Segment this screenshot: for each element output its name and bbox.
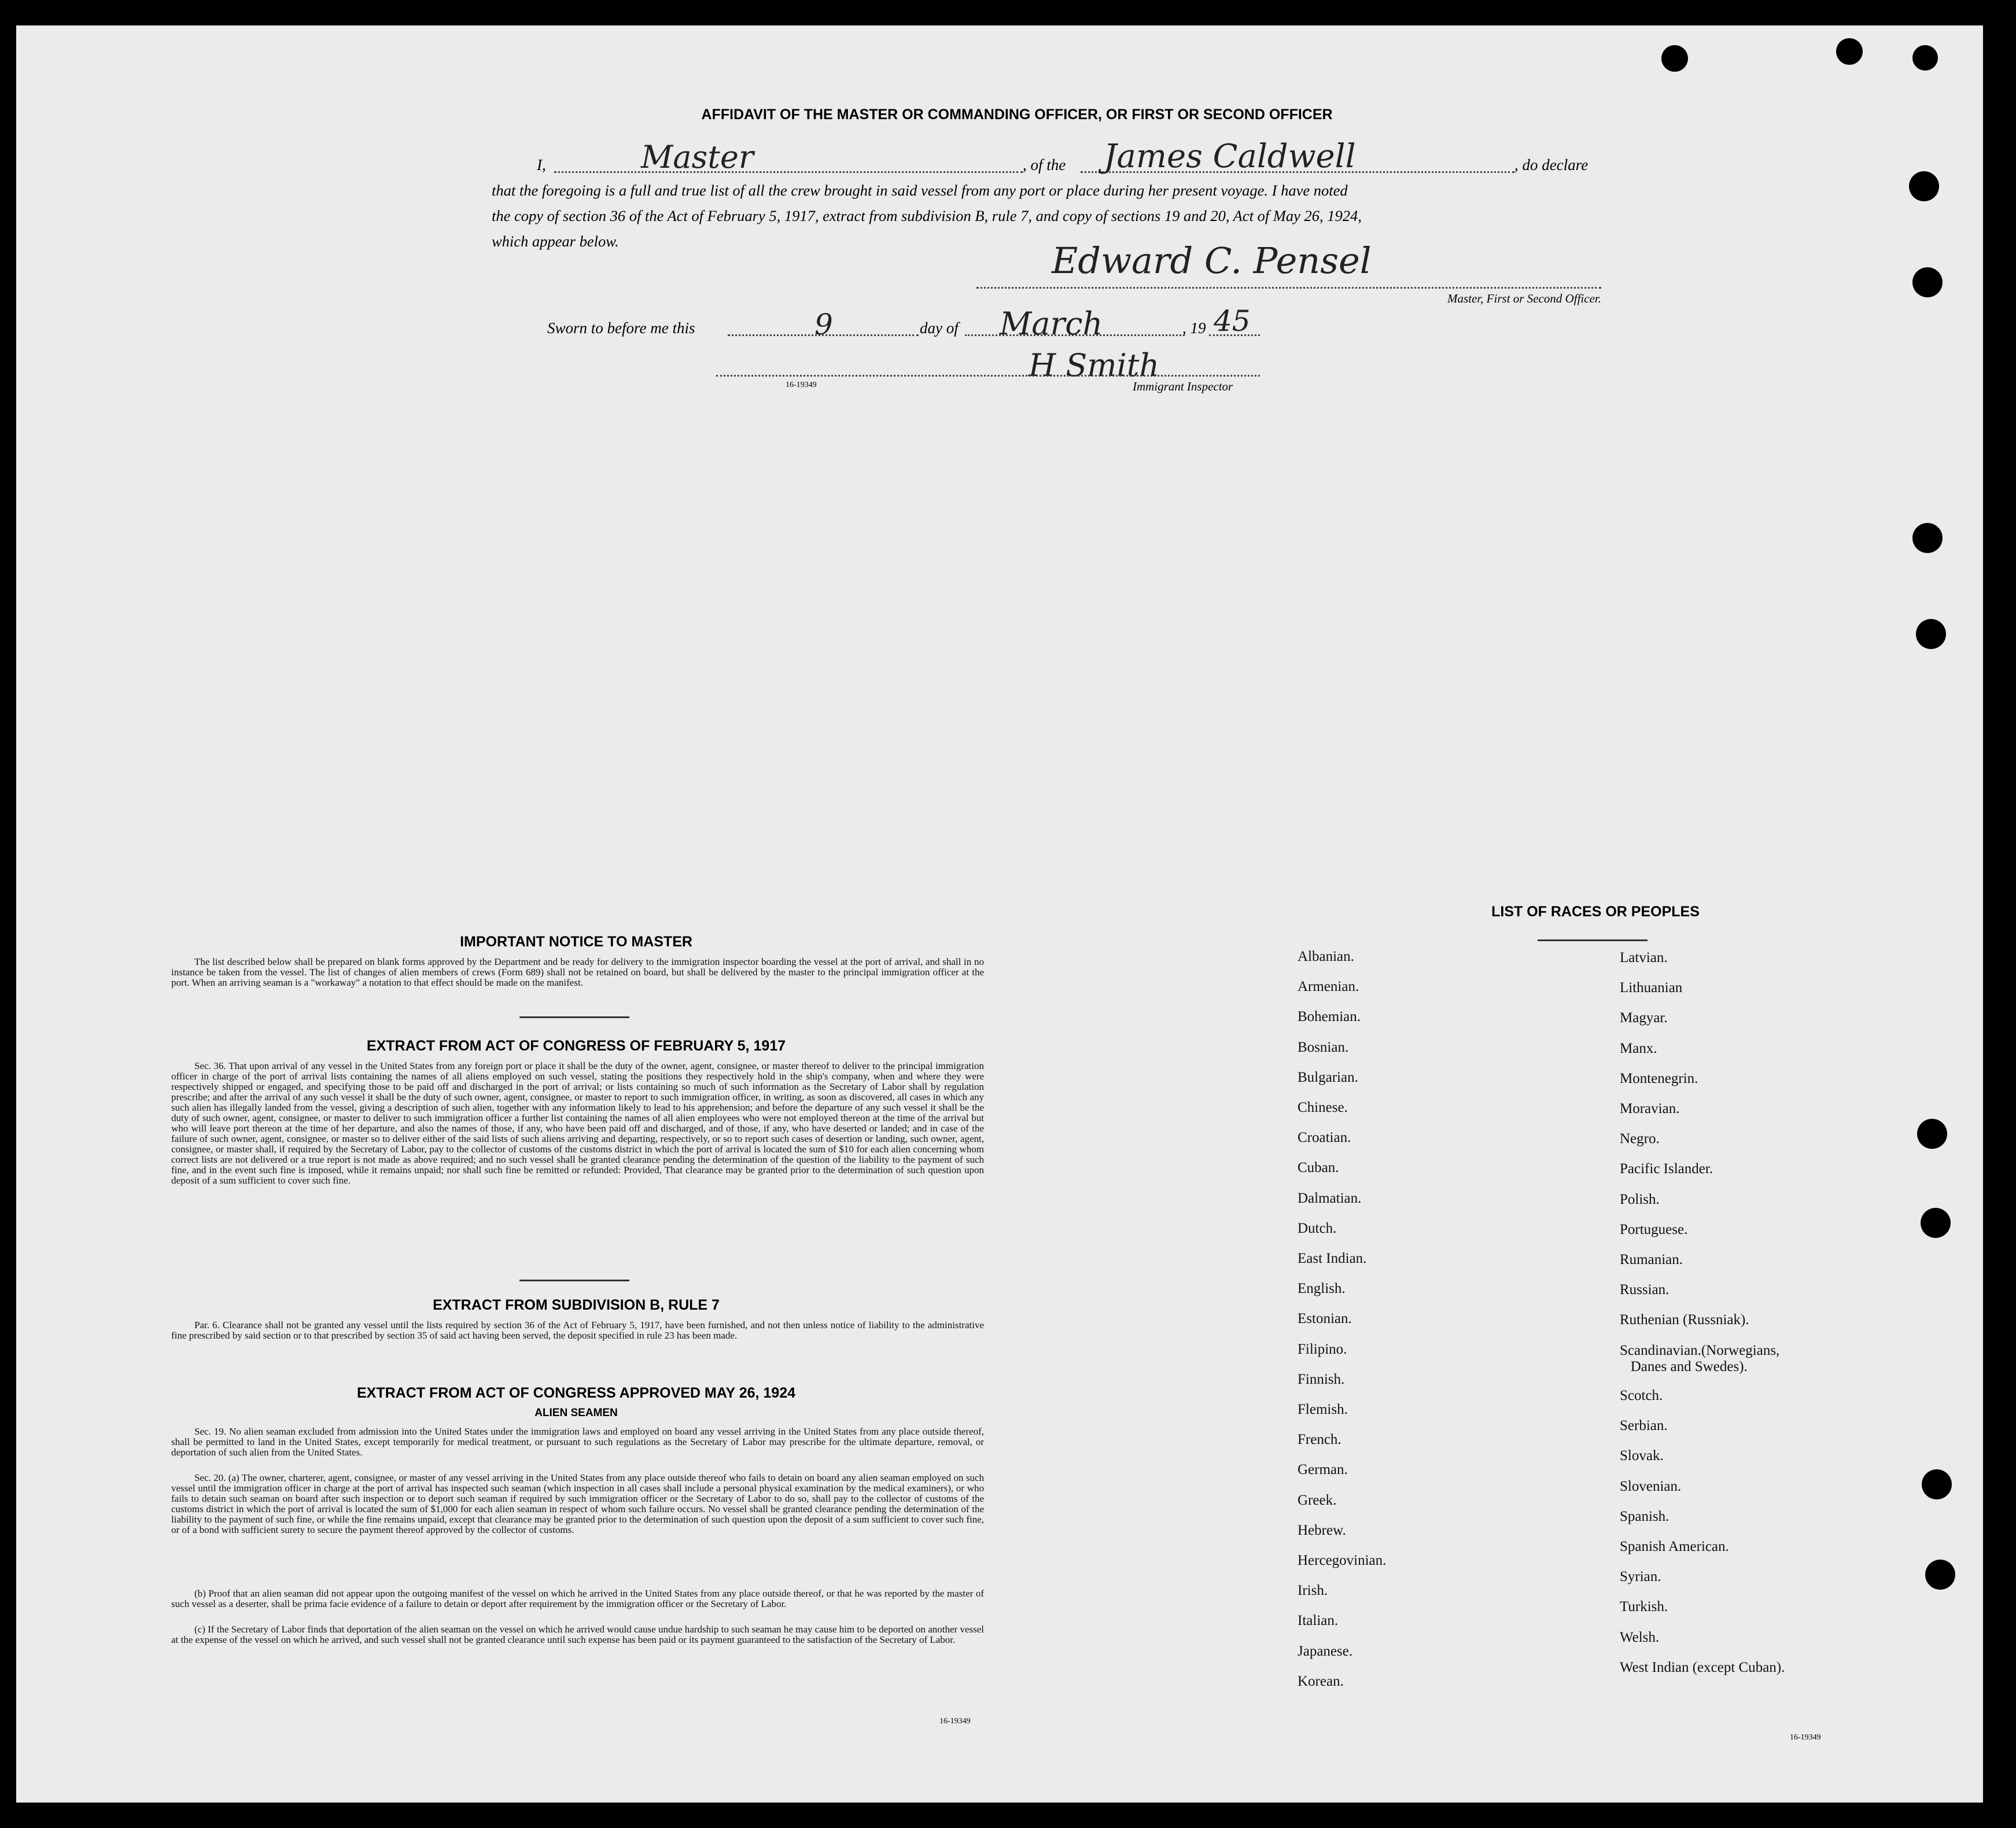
race-item: French. — [1298, 1432, 1341, 1448]
race-item: Manx. — [1620, 1040, 1657, 1056]
race-item: Latvian. — [1620, 950, 1668, 965]
race-item: German. — [1298, 1462, 1348, 1478]
form-sheet — [16, 25, 1983, 1803]
race-item: Serbian. — [1620, 1418, 1668, 1434]
races-title: LIST OF RACES OR PEOPLES — [1491, 904, 1700, 920]
statement-line-1: that the foregoing is a full and true list of all the crew brought in said vessel from any port or place during her present voyage. I have noted — [492, 182, 1348, 199]
race-item: Greek. — [1298, 1492, 1337, 1508]
binder-hole — [1912, 267, 1943, 297]
race-item: Polish. — [1620, 1191, 1660, 1207]
race-item: Turkish. — [1620, 1599, 1668, 1615]
race-item: Korean. — [1298, 1673, 1344, 1689]
binder-hole — [1912, 45, 1938, 71]
officer-rank-line — [554, 171, 1023, 173]
race-item: Russian. — [1620, 1282, 1669, 1298]
race-item: Negro. — [1620, 1131, 1660, 1147]
sworn-year: 45 — [1214, 304, 1251, 338]
binder-hole — [1836, 38, 1863, 65]
binder-hole — [1917, 1119, 1947, 1149]
race-item: Moravian. — [1620, 1101, 1680, 1116]
race-item: Dalmatian. — [1298, 1190, 1362, 1206]
race-item: Scotch. — [1620, 1387, 1663, 1403]
binder-hole — [1661, 45, 1688, 72]
statement-line-3: which appear below. — [492, 233, 619, 250]
signature-line — [976, 287, 1601, 289]
race-item: Bohemian. — [1298, 1009, 1361, 1025]
sec-20c-text: (c) If the Secretary of Labor finds that deportation of the alien seaman on the vessel on which he arrived would cause undue hardship to such seaman he may cause him to be deported on another vessel at the expense of the vessel on which he arrived, and such vessel shall not be granted clearance until such expense has been paid or its payment guaranteed to the satisfaction of the Secretary of Labor. — [171, 1624, 984, 1645]
race-item: Bulgarian. — [1298, 1069, 1358, 1085]
race-item: Finnish. — [1298, 1371, 1345, 1387]
extract-form-number: 16-19349 — [939, 1717, 971, 1726]
race-item: Dutch. — [1298, 1220, 1337, 1236]
of-the-label: , of the — [1023, 156, 1066, 174]
i-label: I, — [537, 156, 546, 174]
inspector-line — [716, 375, 1260, 377]
binder-hole — [1916, 619, 1946, 649]
race-item: English. — [1298, 1281, 1346, 1297]
race-item: Hebrew. — [1298, 1522, 1346, 1538]
sworn-day: 9 — [814, 308, 833, 341]
affidavit-title: AFFIDAVIT OF THE MASTER OR COMMANDING OFFICER, OR FIRST OR SECOND OFFICER — [701, 106, 1333, 123]
race-item: Pacific Islander. — [1620, 1161, 1713, 1177]
binder-hole — [1921, 1208, 1951, 1238]
divider — [519, 1016, 629, 1018]
race-item: Japanese. — [1298, 1643, 1353, 1659]
sworn-month: March — [1000, 305, 1103, 342]
race-item: Croatian. — [1298, 1130, 1351, 1146]
extract-1924-subtitle: ALIEN SEAMEN — [535, 1407, 618, 1419]
race-item: Spanish. — [1620, 1508, 1669, 1524]
race-item: Cuban. — [1298, 1160, 1339, 1176]
race-item: Bosnian. — [1298, 1039, 1349, 1055]
affidavit-form-number: 16-19349 — [786, 381, 817, 389]
day-of-label: day of — [920, 319, 959, 337]
binder-hole — [1912, 523, 1943, 553]
declare-label: , do declare — [1514, 156, 1589, 174]
race-item: Portuguese. — [1620, 1221, 1688, 1237]
races-form-number: 16-19349 — [1790, 1733, 1821, 1742]
race-item: Irish. — [1298, 1583, 1328, 1599]
race-item: Albanian. — [1298, 949, 1354, 964]
vessel-name: James Caldwell — [1104, 138, 1356, 175]
divider — [1538, 939, 1648, 941]
extract-rule7-text: Par. 6. Clearance shall not be granted any vessel until the lists required by section 36 of the Act of February 5, 1917, have been furnished, and not then unless notice of liability to the administrative fine prescribed by said section or to that prescribed by section 35 of said act having been served, the deposit specified in rule 23 has been made. — [171, 1320, 984, 1341]
race-item: Magyar. — [1620, 1010, 1668, 1026]
race-item: Spanish American. — [1620, 1538, 1729, 1554]
master-signature: Edward C. Pensel — [1052, 239, 1372, 282]
binder-hole — [1922, 1469, 1952, 1499]
binder-hole — [1925, 1560, 1955, 1590]
notice-title: IMPORTANT NOTICE TO MASTER — [460, 934, 692, 950]
sec-20a-text: Sec. 20. (a) The owner, charterer, agent, consignee, or master of any vessel arriving in the United States from any place outside thereof who fails to detain on board any alien seaman employed on such vessel until the immigration officer in charge at the port of arrival has inspected such seaman (which inspection in all cases shall include a personal physical examination by the medical examiners), or who fails to detain such seaman on board after such inspection or to deport such seaman if required by such immigration officer or the Secretary of Labor to do so, shall pay to the collector of customs of the customs district in which the port of arrival is located the sum of $1,000 for each alien seaman in respect of whom such failure occurs. No vessel shall be granted clearance pending the determination of the liability to the payment of such fine, or while the fine remains unpaid, except that clearance may be granted prior to the determination of such question upon the deposit of a sum sufficient to cover such fine, or of a bond with sufficient surety to secure the payment thereof approved by the collector of customs. — [171, 1472, 984, 1535]
race-item: West Indian (except Cuban). — [1620, 1659, 1785, 1675]
extract-1917-title: EXTRACT FROM ACT OF CONGRESS OF FEBRUARY 5, 1917 — [366, 1038, 786, 1054]
race-item: Ruthenian (Russniak). — [1620, 1312, 1749, 1328]
race-item: Montenegrin. — [1620, 1070, 1698, 1086]
sworn-label: Sworn to before me this — [547, 319, 695, 337]
race-item: Flemish. — [1298, 1402, 1348, 1417]
sec-19-text: Sec. 19. No alien seaman excluded from admission into the United States under the immigration laws and employed on board any vessel arriving in the United States from any place outside thereof, shall be permitted to land in the United States, except temporarily for medical treatment, or pursuant to such regulations as the Secretary of Labor may prescribe for the ultimate departure, removal, or deportation of such alien from the United States. — [171, 1426, 984, 1458]
race-item: Lithuanian — [1620, 980, 1683, 996]
statement-line-2: the copy of section 36 of the Act of February 5, 1917, extract from subdivision B, rule 7, and copy of sections 19 and 20, Act of May 26, 1924, — [492, 207, 1362, 224]
race-item: Chinese. — [1298, 1100, 1348, 1115]
extract-rule7-title: EXTRACT FROM SUBDIVISION B, RULE 7 — [433, 1297, 720, 1313]
race-item: Syrian. — [1620, 1569, 1661, 1585]
extract-1917-text: Sec. 36. That upon arrival of any vessel in the United States from any foreign port or place it shall be the duty of the owner, agent, consignee, or master thereof to deliver to the principal immigration officer in charge of the port of arrival lists containing the names of all aliens employed on such vessel, stating the positions they respectively hold in the ship's company, when and where they were respectively shipped or engaged, and specifying those to be paid off and discharged in the port of arrival; or lists containing so much of such information as the Secretary of Labor shall by regulation prescribe; and after the arrival of any such vessel it shall be the duty of such owner, agent, consignee, or master to report to such immigration officer, in writing, as soon as discovered, all cases in which any such alien has illegally landed from the vessel, giving a description of such alien, together with any information likely to lead to his apprehension; and before the departure of any such vessel it shall be the duty of such owner, agent, consignee, or master to deliver to such immigration officer a further list containing the names of all alien employees who were not employed thereon at the time of the arrival but who will leave port thereon at the time of her departure, and also the names of those, if any, who have been paid off and discharged, and of those, if any, who have deserted or landed; and in case of the failure of such owner, agent, consignee, or master so to deliver either of the said lists of such aliens arriving and departing, respectively, or so to report such cases of desertion or landing, such owner, agent, consignee, or master shall, if required by the Secretary of Labor, pay to the collector of customs of the customs district in which the port of arrival is located the sum of $10 for each alien concerning whom correct lists are not delivered or a true report is not made as above required; and no such vessel shall be granted clearance pending the determination of the question of the liability to the payment of such fine, and in the event such fine is imposed, while it remains unpaid; nor shall such fine be remitted or refunded: Provided, That clearance may be granted prior to the determination of such question upon deposit of a sum sufficient to cover such fine. — [171, 1060, 984, 1186]
race-item: Filipino. — [1298, 1341, 1347, 1357]
race-item: Slovak. — [1620, 1448, 1664, 1464]
inspector-signature: H Smith — [1029, 347, 1160, 384]
race-item: Slovenian. — [1620, 1478, 1682, 1494]
race-item: Rumanian. — [1620, 1252, 1683, 1267]
officer-rank: Master — [641, 139, 754, 175]
divider — [519, 1280, 629, 1281]
race-item: East Indian. — [1298, 1251, 1367, 1266]
binder-hole — [1909, 171, 1939, 201]
race-item: Hercegovinian. — [1298, 1553, 1387, 1568]
race-item: Armenian. — [1298, 979, 1359, 995]
year-prefix: , 19 — [1182, 319, 1206, 337]
sec-20b-text: (b) Proof that an alien seaman did not appear upon the outgoing manifest of the vessel on which he arrived in the United States from any place outside thereof, or that he was reported by the master of such vessel as a deserter, shall be prima facie evidence of a failure to detain or deport after requirement by the immigration officer or the Secretary of Labor. — [171, 1588, 984, 1609]
race-item: Welsh. — [1620, 1629, 1660, 1645]
race-item: Estonian. — [1298, 1311, 1352, 1327]
inspector-caption: Immigrant Inspector — [1133, 379, 1233, 393]
signature-caption: Master, First or Second Officer. — [1447, 292, 1601, 305]
extract-1924-title: EXTRACT FROM ACT OF CONGRESS APPROVED MAY 26, 1924 — [356, 1385, 796, 1401]
notice-text: The list described below shall be prepared on blank forms approved by the Department and be ready for delivery to the immigration inspector boarding the vessel at the port of arrival, and shall in no instance be taken from the vessel. The list of changes of alien members of crews (Form 689) shall not be retained on board, but shall be delivered by the master to the principal immigration officer at the port. When an arriving seaman is a "workaway" a notation to that effect should be made on the manifest. — [171, 956, 984, 988]
race-item: Scandinavian.(Norwegians, Danes and Swedes). — [1620, 1342, 1780, 1374]
race-item: Italian. — [1298, 1613, 1339, 1629]
